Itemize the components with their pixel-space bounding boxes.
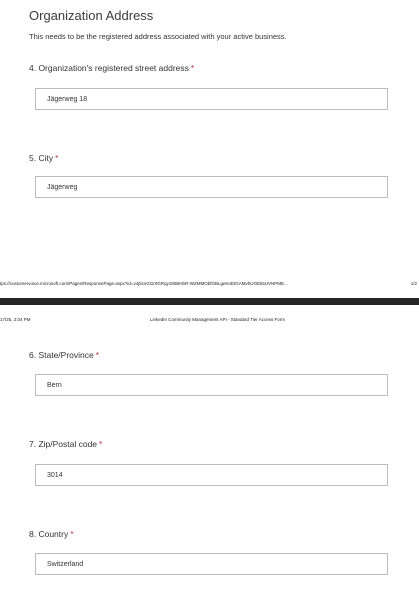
print-footer-page-number: 1/2 — [410, 281, 417, 286]
section-title: Organization Address — [29, 8, 154, 23]
question-label: 7. Zip/Postal code — [29, 439, 98, 449]
question-label: 5. City — [29, 153, 54, 163]
field-value: 3014 — [47, 471, 63, 479]
street-address-field[interactable] — [35, 88, 388, 110]
section-description: This needs to be the registered address associated with your active business. — [29, 32, 287, 41]
field-value: Bern — [47, 381, 62, 389]
print-footer-url: tps://customervoice.microsoft.com/Pages/ResponsePage.aspx?id=v4j5cvGGr0GRqy180BHbR-WZMMObfGBLgeKnEtGAMvhUOEk5UVNPME... — [0, 281, 288, 286]
required-asterisk: * — [95, 350, 100, 360]
print-header-title: LinkedIn Community Management API - Standard Tier Access Form — [150, 317, 286, 322]
city-field[interactable] — [35, 176, 388, 198]
question-city-label — [29, 153, 58, 163]
field-value: Jägerweg 18 — [47, 95, 88, 103]
country-field[interactable] — [35, 553, 388, 575]
field-value: Switzerland — [47, 560, 84, 568]
question-zip-postal-code-label — [29, 439, 102, 449]
question-street-address-label — [29, 63, 194, 73]
question-label: 4. Organization's registered street address — [29, 63, 189, 73]
required-asterisk: * — [190, 63, 195, 73]
question-country-label — [29, 529, 74, 539]
required-asterisk: * — [99, 439, 103, 449]
required-asterisk: * — [70, 529, 74, 539]
field-value: Jägerweg — [47, 183, 78, 191]
question-label: 6. State/Province — [29, 350, 94, 360]
print-header — [0, 317, 419, 327]
question-label: 8. Country — [29, 529, 69, 539]
question-state-province-label — [29, 350, 99, 360]
zip-postal-code-field[interactable] — [35, 464, 388, 486]
print-header-datetime: 17/25, 2:04 PM — [0, 317, 31, 322]
page-separator — [0, 298, 419, 305]
state-province-field[interactable] — [35, 374, 388, 396]
print-footer — [0, 279, 419, 291]
required-asterisk: * — [55, 153, 59, 163]
printed-page-1 — [0, 0, 419, 292]
